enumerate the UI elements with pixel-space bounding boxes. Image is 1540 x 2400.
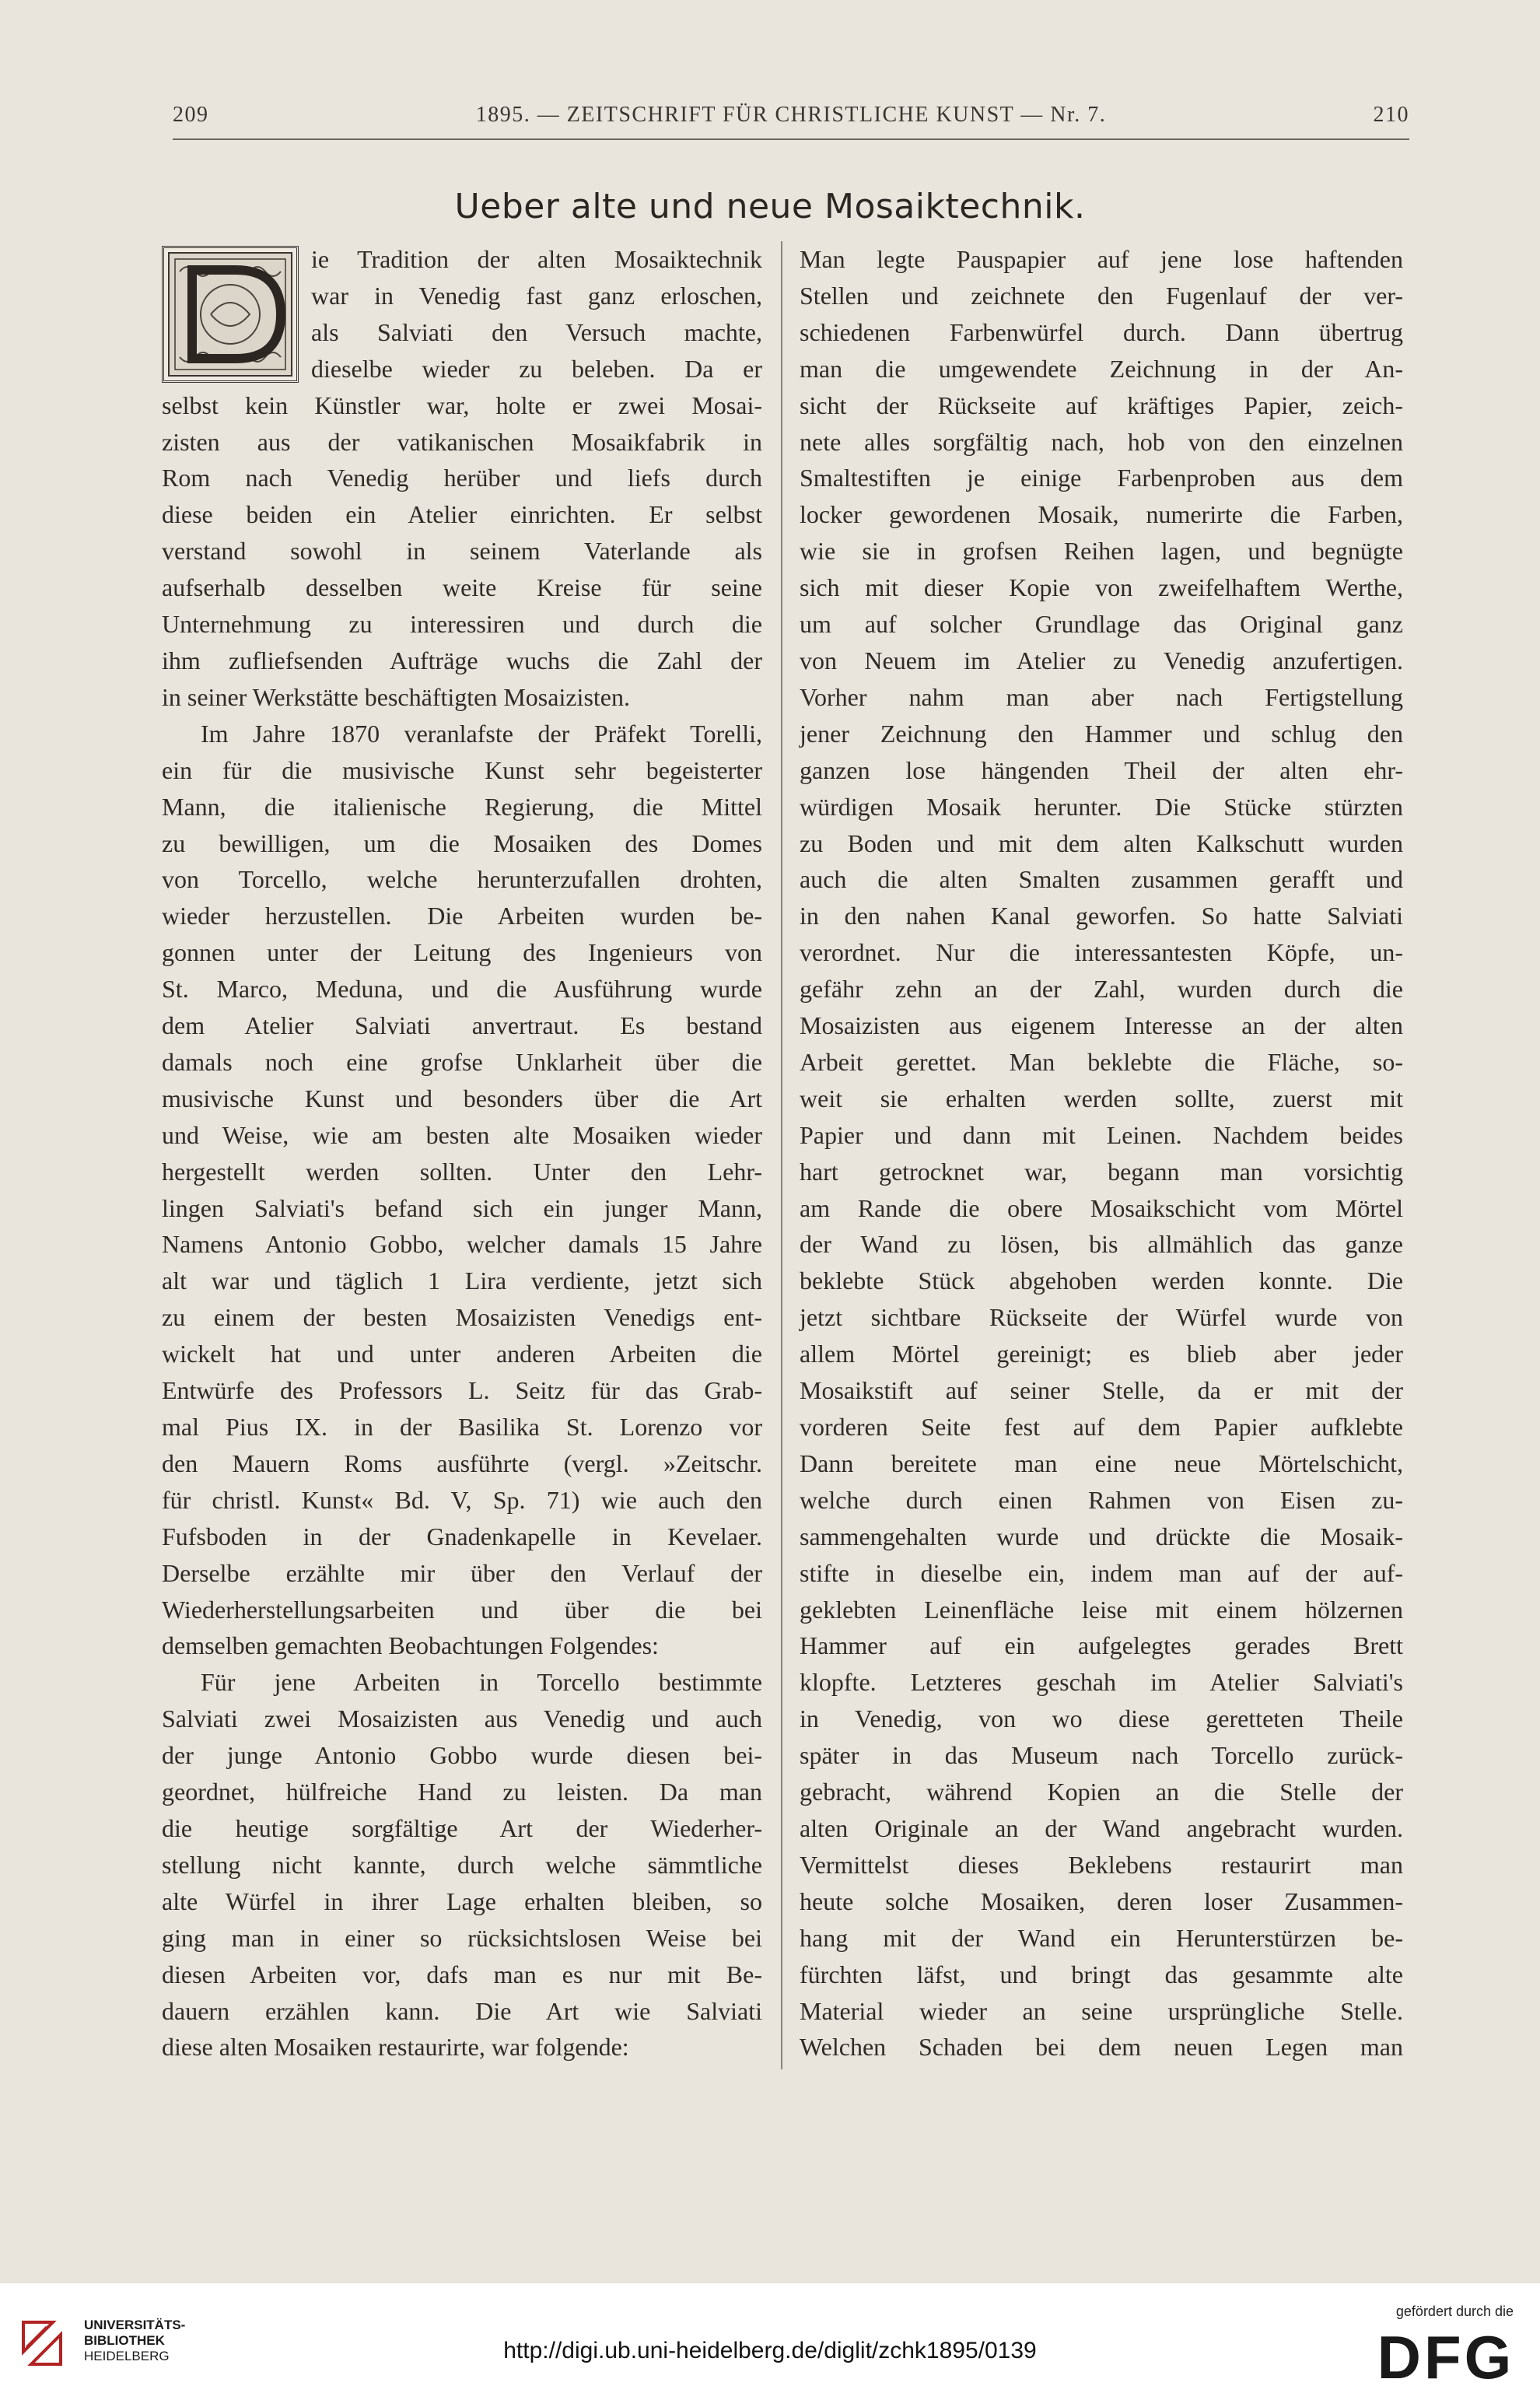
text-line: alten Originale an der Wand angebracht wurden. bbox=[800, 1813, 1403, 1842]
text-line: hergestellt werden sollten. Unter den Lehr- bbox=[162, 1157, 762, 1186]
text-line: Namens Antonio Gobbo, welcher damals 15 Jahre bbox=[162, 1230, 762, 1259]
text-line: für christl. Kunst« Bd. V, Sp. 71) wie auch den bbox=[162, 1485, 762, 1514]
text-line: sammengehalten wurde und drückte die Mosaik- bbox=[800, 1522, 1403, 1550]
digitization-footer bbox=[0, 2283, 1540, 2400]
text-line: alt war und täglich 1 Lira verdiente, jetzt sich bbox=[162, 1267, 762, 1295]
text-line: diese alten Mosaiken restaurirte, war folgende: bbox=[162, 2033, 629, 2062]
text-line: ihm zufliefsenden Aufträge wuchs die Zahl der bbox=[162, 646, 762, 674]
text-line: war in Venedig fast ganz erloschen, bbox=[311, 281, 762, 310]
text-line: welche durch einen Rahmen von Eisen zu- bbox=[800, 1485, 1403, 1514]
text-line: sicht der Rückseite auf kräftiges Papier, zeich- bbox=[800, 391, 1403, 419]
column-divider bbox=[781, 241, 782, 2069]
text-line: stellung nicht kannte, durch welche sämmtliche bbox=[162, 1850, 762, 1879]
running-header bbox=[173, 103, 1409, 134]
text-line: um auf solcher Grundlage das Original ganz bbox=[800, 610, 1403, 639]
text-line: geklebten Leinenfläche leise mit einem hölzernen bbox=[800, 1595, 1403, 1624]
text-line: schiedenen Farbenwürfel durch. Dann übertrug bbox=[800, 317, 1403, 346]
text-line: wickelt hat und unter anderen Arbeiten die bbox=[162, 1340, 762, 1368]
text-line: beklebte Stück abgehoben werden konnte. Die bbox=[800, 1267, 1403, 1295]
text-line: heute solche Mosaiken, deren loser Zusammen- bbox=[800, 1887, 1403, 1915]
text-line: locker gewordenen Mosaik, numerirte die Farben, bbox=[800, 500, 1403, 529]
text-line: am Rande die obere Mosaikschicht vom Mörtel bbox=[800, 1193, 1403, 1222]
text-line: demselben gemachten Beobachtungen Folgendes: bbox=[162, 1631, 659, 1660]
text-line: und Weise, wie am besten alte Mosaiken wieder bbox=[162, 1120, 762, 1149]
text-line: aufserhalb desselben weite Kreise für seine bbox=[162, 573, 762, 602]
text-line: die heutige sorgfältige Art der Wiederher- bbox=[162, 1813, 762, 1842]
text-line: vorderen Seite fest auf dem Papier aufklebte bbox=[800, 1413, 1403, 1441]
text-line: Für jene Arbeiten in Torcello bestimmte bbox=[201, 1668, 762, 1697]
text-line: Welchen Schaden bei dem neuen Legen man bbox=[800, 2033, 1403, 2062]
page-number-left: 209 bbox=[173, 103, 209, 127]
text-line: Entwürfe des Professors L. Seitz für das Grab- bbox=[162, 1376, 762, 1405]
text-line: zu Boden und mit dem alten Kalkschutt wurden bbox=[800, 829, 1403, 857]
text-line: gefähr zehn an der Zahl, wurden durch die bbox=[800, 975, 1403, 1004]
text-line: Man legte Pauspapier auf jene lose haftenden bbox=[800, 245, 1403, 273]
text-line: hart getrocknet war, begann man vorsichtig bbox=[800, 1157, 1403, 1186]
permalink-url[interactable]: http://digi.ub.uni-heidelberg.de/diglit/zchk1895/0139 bbox=[503, 2338, 1037, 2363]
text-line: Im Jahre 1870 veranlafste der Präfekt Torelli, bbox=[201, 719, 762, 748]
text-line: musivische Kunst und besonders über die Art bbox=[162, 1084, 762, 1112]
library-name-line-3: HEIDELBERG bbox=[84, 2349, 170, 2363]
text-line: St. Marco, Meduna, und die Ausführung wurde bbox=[162, 975, 762, 1004]
article-title: Ueber alte und neue Mosaiktechnik. bbox=[454, 187, 1086, 226]
text-line: allem Mörtel gereinigt; es blieb aber jeder bbox=[800, 1340, 1403, 1368]
text-line: Unternehmung zu interessiren und durch die bbox=[162, 610, 762, 639]
text-line: zu einem der besten Mosaizisten Venedigs ent- bbox=[162, 1303, 762, 1332]
text-line: sich mit dieser Kopie von zweifelhaftem Werthe, bbox=[800, 573, 1403, 602]
page-number-right: 210 bbox=[1373, 103, 1409, 127]
text-line: ein für die musivische Kunst sehr begeisterter bbox=[162, 755, 762, 784]
text-line: weit sie erhalten werden sollte, zuerst mit bbox=[800, 1084, 1403, 1112]
text-line: Wiederherstellungsarbeiten und über die bei bbox=[162, 1595, 762, 1624]
text-line: fürchten läfst, und bringt das gesammte alte bbox=[800, 1960, 1403, 1988]
text-line: stifte in dieselbe ein, indem man auf der auf- bbox=[800, 1558, 1403, 1587]
text-line: ganzen lose hängenden Theil der alten ehr- bbox=[800, 755, 1403, 784]
text-line: auch die alten Smalten zusammen gerafft und bbox=[800, 865, 1403, 894]
text-line: jener Zeichnung den Hammer und schlug den bbox=[800, 719, 1403, 748]
dfg-logo-icon bbox=[1370, 2327, 1521, 2384]
text-line: gebracht, während Kopien an die Stelle der bbox=[800, 1778, 1403, 1806]
text-line: wie sie in grofsen Reihen lagen, und begnügte bbox=[800, 537, 1403, 566]
drop-cap-d-icon bbox=[162, 246, 299, 383]
text-line: Stellen und zeichnete den Fugenlauf der ver- bbox=[800, 281, 1403, 310]
text-line: Material wieder an seine ursprüngliche Stelle. bbox=[800, 1996, 1403, 2025]
text-line: von Neuem im Atelier zu Venedig anzufertigen. bbox=[800, 646, 1403, 674]
library-name-line-2: BIBLIOTHEK bbox=[84, 2333, 165, 2348]
text-line: in den nahen Kanal geworfen. So hatte Salviati bbox=[800, 902, 1403, 930]
text-line: Smaltestiften je einige Farbenproben aus dem bbox=[800, 464, 1403, 492]
text-line: Hammer auf ein aufgelegtes gerades Brett bbox=[800, 1631, 1403, 1660]
library-name-line-1: UNIVERSITÄTS- bbox=[84, 2318, 186, 2332]
text-line: verordnet. Nur die interessantesten Köpfe, un- bbox=[800, 938, 1403, 967]
text-line: klopfte. Letzteres geschah im Atelier Salviati's bbox=[800, 1668, 1403, 1697]
text-line: der Wand zu lösen, bis allmählich das ganze bbox=[800, 1230, 1403, 1259]
text-line: jetzt sichtbare Rückseite der Würfel wurde von bbox=[800, 1303, 1403, 1332]
text-line: damals noch eine grofse Unklarheit über die bbox=[162, 1047, 762, 1076]
text-line: alte Würfel in ihrer Lage erhalten bleiben, so bbox=[162, 1887, 762, 1915]
text-line: Vermittelst dieses Beklebens restaurirt man bbox=[800, 1850, 1403, 1879]
text-line: mal Pius IX. in der Basilika St. Lorenzo vor bbox=[162, 1413, 762, 1441]
text-line: als Salviati den Versuch machte, bbox=[311, 317, 762, 346]
text-line: ie Tradition der alten Mosaiktechnik bbox=[311, 245, 762, 273]
text-line: Salviati zwei Mosaizisten aus Venedig und auch bbox=[162, 1705, 762, 1733]
text-line: ging man in einer so rücksichtslosen Weise bei bbox=[162, 1923, 762, 1952]
dfg-logo-text: DFG bbox=[1377, 2327, 1515, 2384]
text-line: zu bewilligen, um die Mosaiken des Domes bbox=[162, 829, 762, 857]
text-line: Mosaikstift auf seiner Stelle, da er mit der bbox=[800, 1376, 1403, 1405]
text-line: zisten aus der vatikanischen Mosaikfabrik in bbox=[162, 427, 762, 456]
text-line: Arbeit gerettet. Man beklebte die Fläche, so- bbox=[800, 1047, 1403, 1076]
text-line: in seiner Werkstätte beschäftigten Mosaizisten. bbox=[162, 682, 630, 711]
journal-title-line: 1895. — ZEITSCHRIFT FÜR CHRISTLICHE KUNST — Nr. 7. bbox=[475, 103, 1107, 127]
right-column bbox=[800, 241, 1403, 2065]
text-line: hang mit der Wand ein Herunterstürzen be- bbox=[800, 1923, 1403, 1952]
text-line: Mosaizisten aus eigenem Interesse an der alten bbox=[800, 1011, 1403, 1040]
funding-note: gefördert durch die bbox=[1395, 2304, 1514, 2319]
text-line: dem Atelier Salviati anvertraut. Es bestand bbox=[162, 1011, 762, 1040]
text-line: verstand sowohl in seinem Vaterlande als bbox=[162, 537, 762, 566]
text-line: wieder herzustellen. Die Arbeiten wurden be- bbox=[162, 902, 762, 930]
text-line: dauern erzählen kann. Die Art wie Salviati bbox=[162, 1996, 762, 2025]
text-line: würdigen Mosaik herunter. Die Stücke stürzten bbox=[800, 792, 1403, 821]
text-line: man die umgewendete Zeichnung in der An- bbox=[800, 354, 1403, 383]
text-line: später in das Museum nach Torcello zurück- bbox=[800, 1741, 1403, 1770]
header-rule bbox=[173, 138, 1409, 140]
text-line: Vorher nahm man aber nach Fertigstellung bbox=[800, 682, 1403, 711]
text-line: Mann, die italienische Regierung, die Mittel bbox=[162, 792, 762, 821]
text-line: Dann bereitete man eine neue Mörtelschicht, bbox=[800, 1449, 1403, 1477]
text-line: diesen Arbeiten vor, dafs man es nur mit Be- bbox=[162, 1960, 762, 1988]
left-column bbox=[162, 241, 762, 2065]
text-line: geordnet, hülfreiche Hand zu leisten. Da man bbox=[162, 1778, 762, 1806]
text-line: lingen Salviati's befand sich ein junger Mann, bbox=[162, 1193, 762, 1222]
text-line: diese beiden ein Atelier einrichten. Er selbst bbox=[162, 500, 762, 529]
text-line: gonnen unter der Leitung des Ingenieurs von bbox=[162, 938, 762, 967]
text-line: der junge Antonio Gobbo wurde diesen bei- bbox=[162, 1741, 762, 1770]
text-line: in Venedig, von wo diese geretteten Theile bbox=[800, 1705, 1403, 1733]
text-line: Papier und dann mit Leinen. Nachdem beides bbox=[800, 1120, 1403, 1149]
text-line: Rom nach Venedig herüber und liefs durch bbox=[162, 464, 762, 492]
text-line: nete alles sorgfältig nach, hob von den einzelnen bbox=[800, 427, 1403, 456]
text-line: selbst kein Künstler war, holte er zwei Mosai- bbox=[162, 391, 762, 419]
text-line: Derselbe erzählte mir über den Verlauf der bbox=[162, 1558, 762, 1587]
text-line: Fufsboden in der Gnadenkapelle in Kevelaer. bbox=[162, 1522, 762, 1550]
text-line: von Torcello, welche herunterzufallen drohten, bbox=[162, 865, 762, 894]
text-line: dieselbe wieder zu beleben. Da er bbox=[311, 354, 762, 383]
text-line: den Mauern Roms ausführte (vergl. »Zeitschr. bbox=[162, 1449, 762, 1477]
